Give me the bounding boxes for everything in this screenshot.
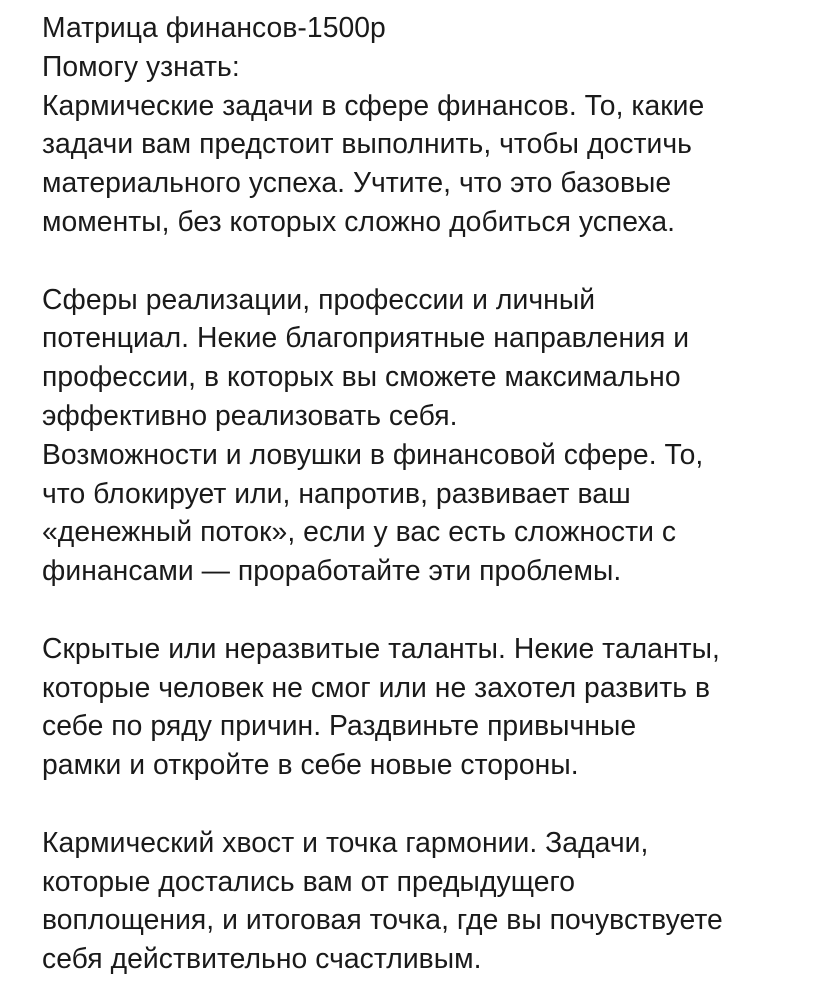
paragraph-line: Кармический хвост и точка гармонии. Задачи, [42, 825, 649, 858]
paragraph-line: которые человек не смог или не захотел развить в [42, 670, 711, 703]
paragraph-line: воплощения, и итоговая точка, где вы почувствуете [42, 903, 723, 936]
paragraph-line: Кармические задачи в сфере финансов. То, какие [42, 88, 705, 121]
paragraph-realization-spheres [42, 280, 822, 590]
paragraph-line: «денежный поток», если у вас есть сложности с [42, 515, 677, 548]
paragraph-line: которые достались вам от предыдущего [42, 864, 576, 897]
paragraph-spacer [42, 784, 822, 823]
paragraph-line: рамки и откройте в себе новые стороны. [42, 748, 579, 781]
paragraph-line: эффективно реализовать себя. [42, 398, 458, 431]
paragraph-line: себе по ряду причин. Раздвиньте привычные [42, 709, 637, 742]
paragraph-line: Скрытые или неразвитые таланты. Некие таланты, [42, 631, 720, 664]
paragraph-hidden-talents [42, 629, 822, 784]
document-title: Матрица финансов-1500р [42, 11, 386, 43]
paragraph-line: задачи вам предстоит выполнить, чтобы достичь [42, 127, 692, 160]
document-body [42, 8, 822, 978]
paragraph-spacer [42, 241, 822, 280]
intro-line: Помогу узнать: [42, 49, 240, 82]
paragraph-line: потенциал. Некие благоприятные направления и [42, 321, 690, 354]
paragraph-line: моменты, без которых сложно добиться успеха. [42, 204, 676, 237]
paragraph-line: себя действительно счастливым. [42, 942, 482, 975]
paragraph-karmic-tasks [42, 86, 822, 241]
paragraph-line: финансами — проработайте эти проблемы. [42, 554, 622, 587]
paragraph-spacer [42, 590, 822, 629]
paragraph-line: Сферы реализации, профессии и личный [42, 282, 596, 315]
paragraph-karmic-tail [42, 823, 822, 978]
paragraph-line: Возможности и ловушки в финансовой сфере. То, [42, 437, 704, 470]
paragraph-line: что блокирует или, напротив, развивает ваш [42, 476, 631, 509]
paragraph-line: материального успеха. Учтите, что это базовые [42, 166, 672, 199]
paragraph-line: профессии, в которых вы сможете максимально [42, 360, 681, 393]
